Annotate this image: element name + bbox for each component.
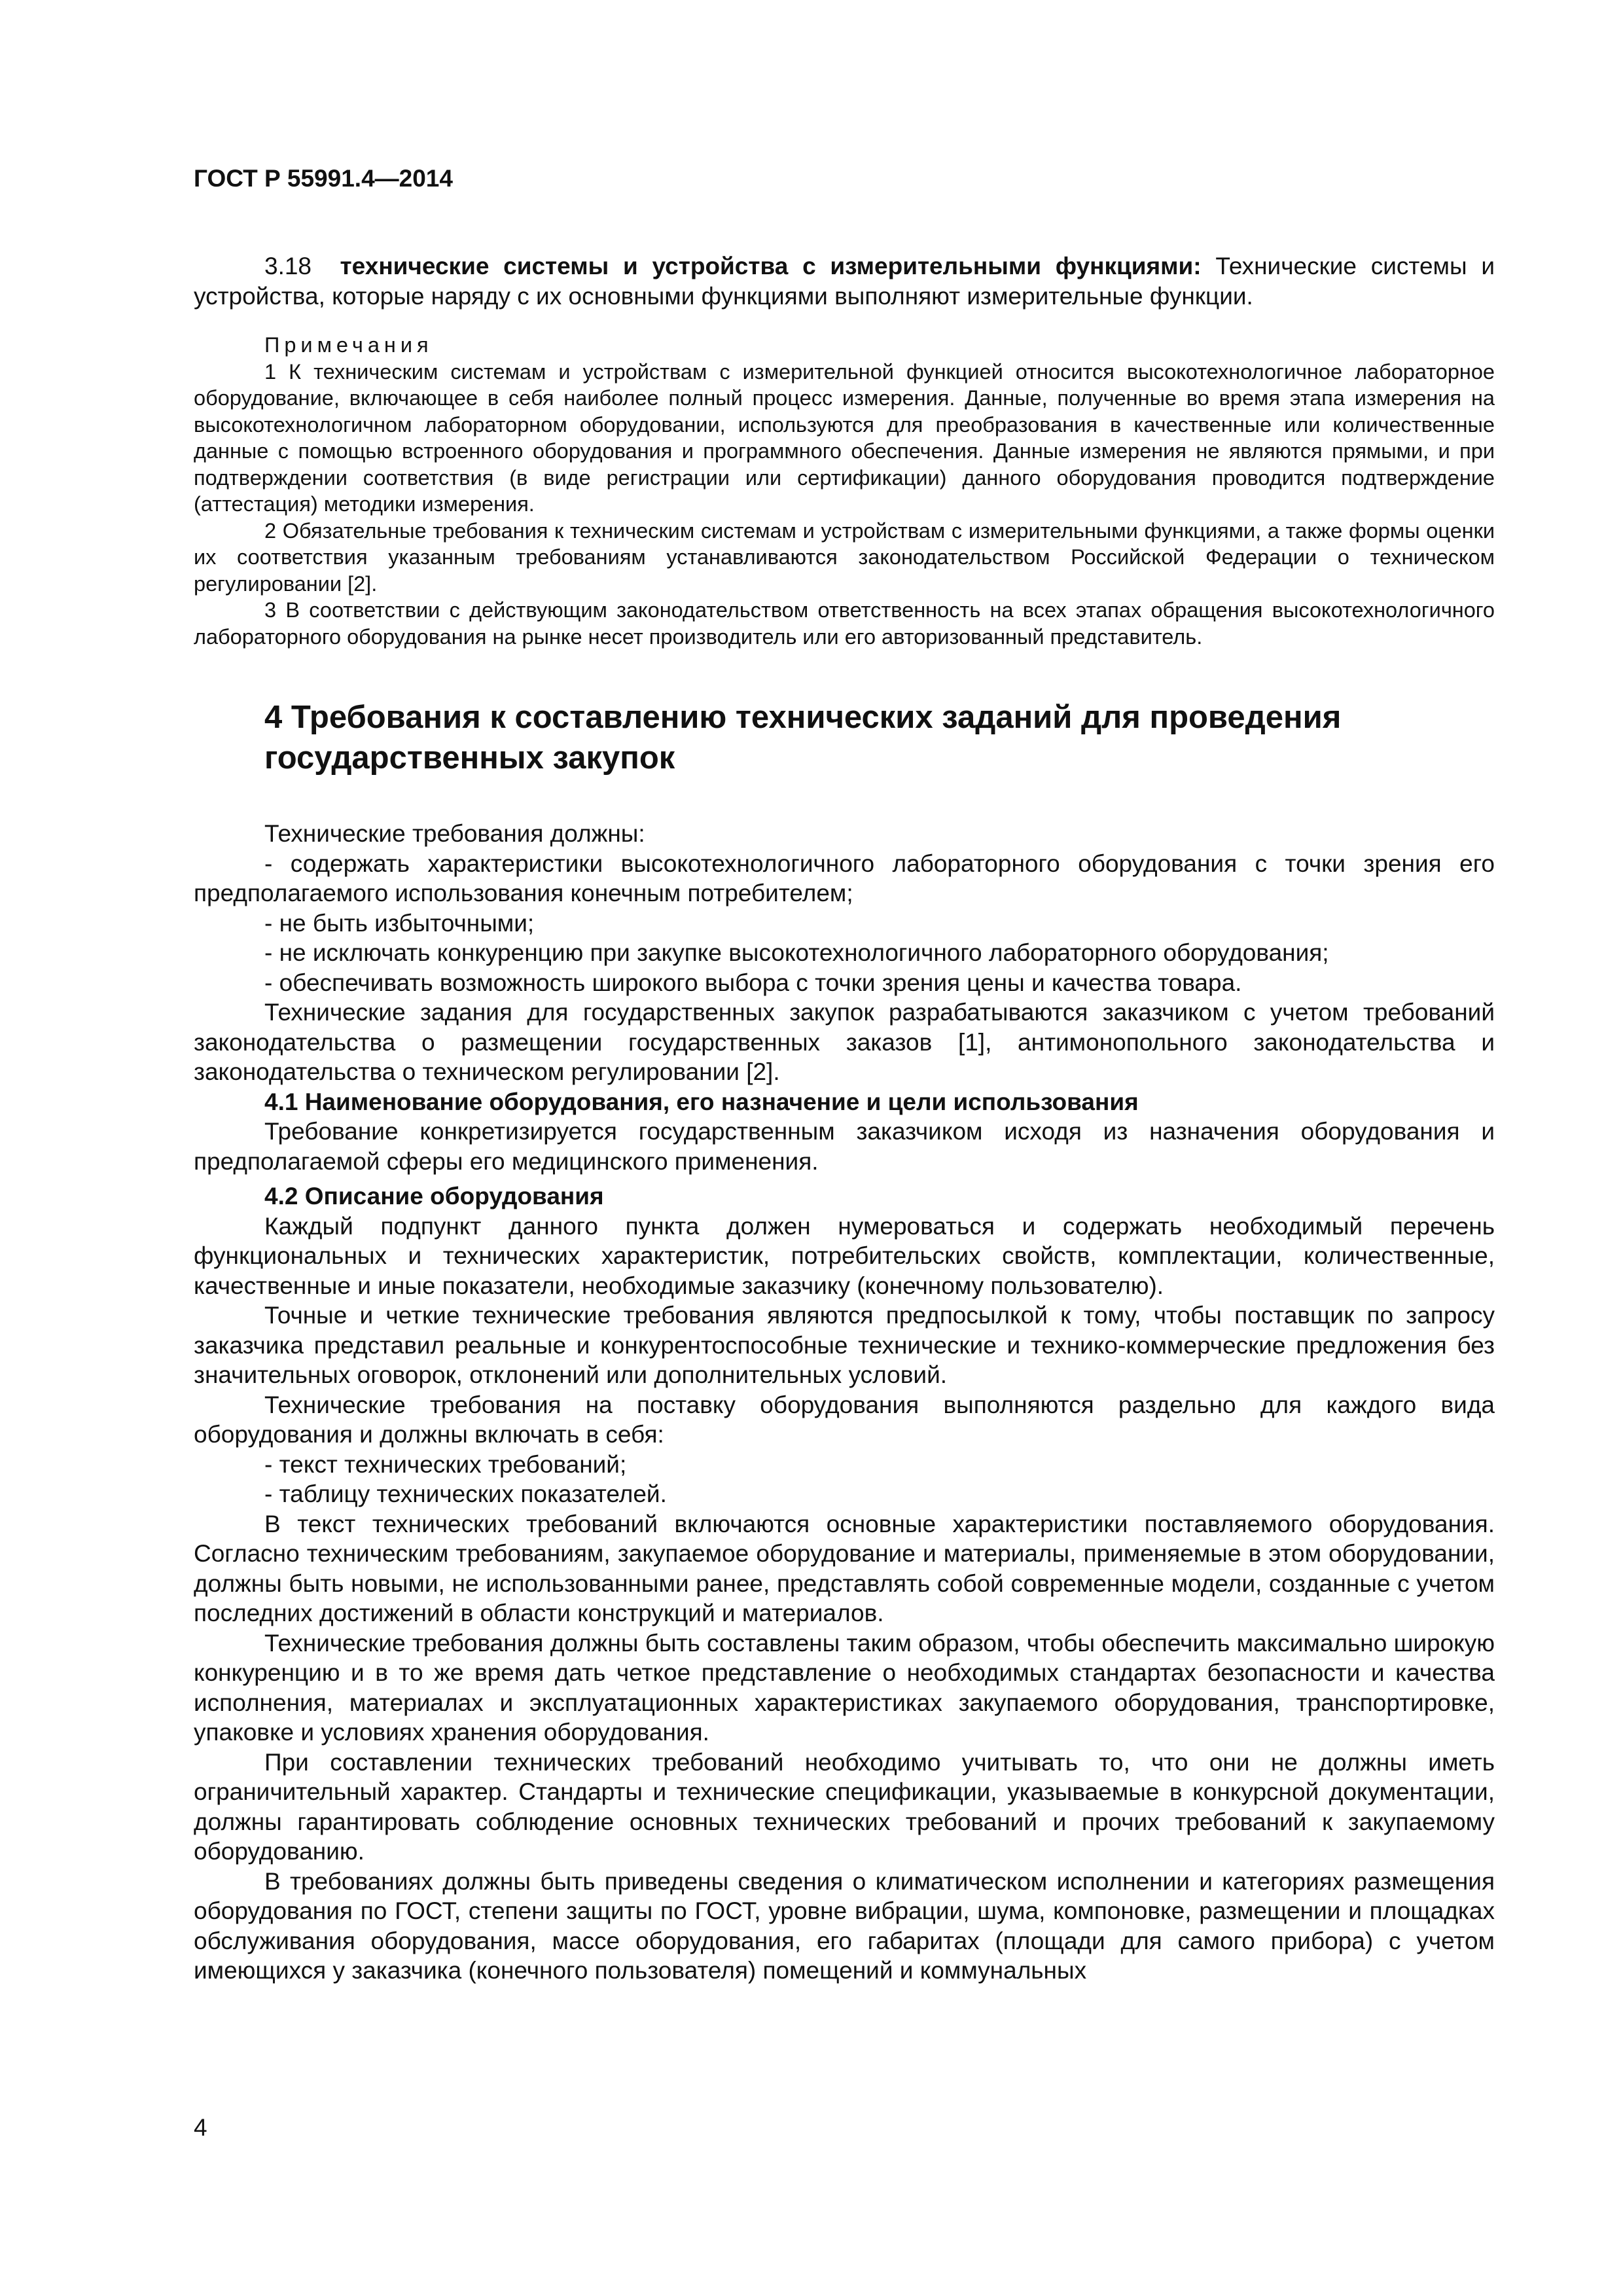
page-content bbox=[194, 164, 1495, 1986]
list-item: - содержать характеристики высокотехнологичного лабораторного оборудования с точки зрения его предполагаемого использования конечным потребителем; bbox=[194, 850, 1495, 906]
paragraph: Требование конкретизируется государственным заказчиком исходя из назначения оборудования и предполагаемой сферы его медицинского применения. bbox=[194, 1118, 1495, 1175]
paragraph: Технические требования на поставку оборудования выполняются раздельно для каждого вида оборудования и должны включать в себя: bbox=[194, 1391, 1495, 1448]
paragraph: Технические задания для государственных закупок разрабатываются заказчиком с учетом требований законодательства о размещении государственных заказов [1], антимонопольного законодательства и законодательства о техническом регулировании [2]. bbox=[194, 999, 1495, 1085]
note-item: 2 Обязательные требования к техническим системам и устройствам с измерительными функциями, а также формы оценки их соответствия указанным требованиям устанавливаются законодательством Российской Федерации о техническом регулировании [2]. bbox=[194, 518, 1495, 596]
paragraph: Каждый подпункт данного пункта должен нумероваться и содержать необходимый перечень функциональных и технических характеристик, потребительских свойств, комплектации, количественные, качественные и иные показатели, необходимые заказчику (конечному пользователю). bbox=[194, 1212, 1495, 1299]
list-item: - обеспечивать возможность широкого выбора с точки зрения цены и качества товара. bbox=[264, 969, 1242, 996]
subsection-4-1-title: 4.1 Наименование оборудования, его назначение и цели использования bbox=[264, 1088, 1139, 1115]
paragraph: Технические требования должны: bbox=[264, 820, 645, 847]
paragraph: В текст технических требований включаются основные характеристики поставляемого оборудования. Согласно техническим требованиям, закупаемое оборудование и материалы, применяемые в этом оборудовании, должны быть новыми, не использованными ранее, представлять собой современные модели, созданные с учетом последних достижений в области конструкций и материалов. bbox=[194, 1510, 1495, 1626]
paragraph: В требованиях должны быть приведены сведения о климатическом исполнении и категориях размещения оборудования по ГОСТ, степени защиты по ГОСТ, уровне вибрации, шума, компоновке, размещении и площадках обслуживания оборудования, массе оборудования, его габаритах (площади для самого прибора) с учетом имеющихся у заказчика (конечного пользователя) помещений и коммунальных bbox=[194, 1867, 1495, 1984]
definition-number: 3.18 bbox=[264, 253, 312, 279]
note-item: 1 К техническим системам и устройствам с измерительной функцией относится высокотехнологичное лабораторное оборудование, включающее в себя наиболее полный процесс измерения. Данные, полученные во время этапа измерения на высокотехнологичном лабораторном оборудовании, используются для преобразования в качественные или количественные данные с помощью встроенного оборудования и программного обеспечения. Данные измерения не являются прямыми, и при подтверждении соответствия (в виде регистрации или сертификации) данного оборудования проводится подтверждение (аттестация) методики измерения. bbox=[194, 359, 1495, 516]
page-number: 4 bbox=[194, 2114, 207, 2141]
notes-title: Примечания bbox=[264, 333, 433, 357]
note-item: 3 В соответствии с действующим законодательством ответственность на всех этапах обращения высокотехнологичного лабораторного оборудования на рынке несет производитель или его авторизованный представитель. bbox=[194, 598, 1495, 649]
paragraph: При составлении технических требований необходимо учитывать то, что они не должны иметь ограничительный характер. Стандарты и технические спецификации, указываемые в конкурсной документации, должны гарантировать соблюдение основных технических требований и прочих требований к закупаемому оборудованию. bbox=[194, 1748, 1495, 1865]
list-item: - таблицу технических показателей. bbox=[264, 1480, 667, 1507]
definition-3-18 bbox=[194, 251, 1495, 311]
document-header: ГОСТ Р 55991.4—2014 bbox=[194, 165, 453, 192]
paragraph: Технические требования должны быть составлены таким образом, чтобы обеспечить максимально широкую конкуренцию и в то же время дать четкое представление о необходимых стандартах безопасности и качества исполнения, материалах и эксплуатационных характеристиках закупаемого оборудования, транспортировке, упаковке и условиях хранения оборудования. bbox=[194, 1629, 1495, 1746]
list-item: - не быть избыточными; bbox=[264, 909, 535, 937]
list-item: - не исключать конкуренцию при закупке высокотехнологичного лабораторного оборудования; bbox=[264, 939, 1329, 966]
subsection-4-2-title: 4.2 Описание оборудования bbox=[264, 1183, 604, 1210]
definition-text: Технические системы и устройства, которые наряду с их основными функциями выполняют измерительные функции. bbox=[194, 253, 1495, 310]
definition-term: технические системы и устройства с измерительными функциями: bbox=[340, 253, 1202, 279]
section-4-body bbox=[194, 819, 1495, 1986]
paragraph: Точные и четкие технические требования являются предпосылкой к тому, чтобы поставщик по запросу заказчика представил реальные и конкурентоспособные технические и технико-коммерческие предложения без значительных оговорок, отклонений или дополнительных условий. bbox=[194, 1302, 1495, 1388]
list-item: - текст технических требований; bbox=[264, 1450, 627, 1478]
section-4-title: 4 Требования к составлению технических заданий для проведения государственных закупок bbox=[264, 700, 1342, 776]
notes-block bbox=[194, 332, 1495, 650]
